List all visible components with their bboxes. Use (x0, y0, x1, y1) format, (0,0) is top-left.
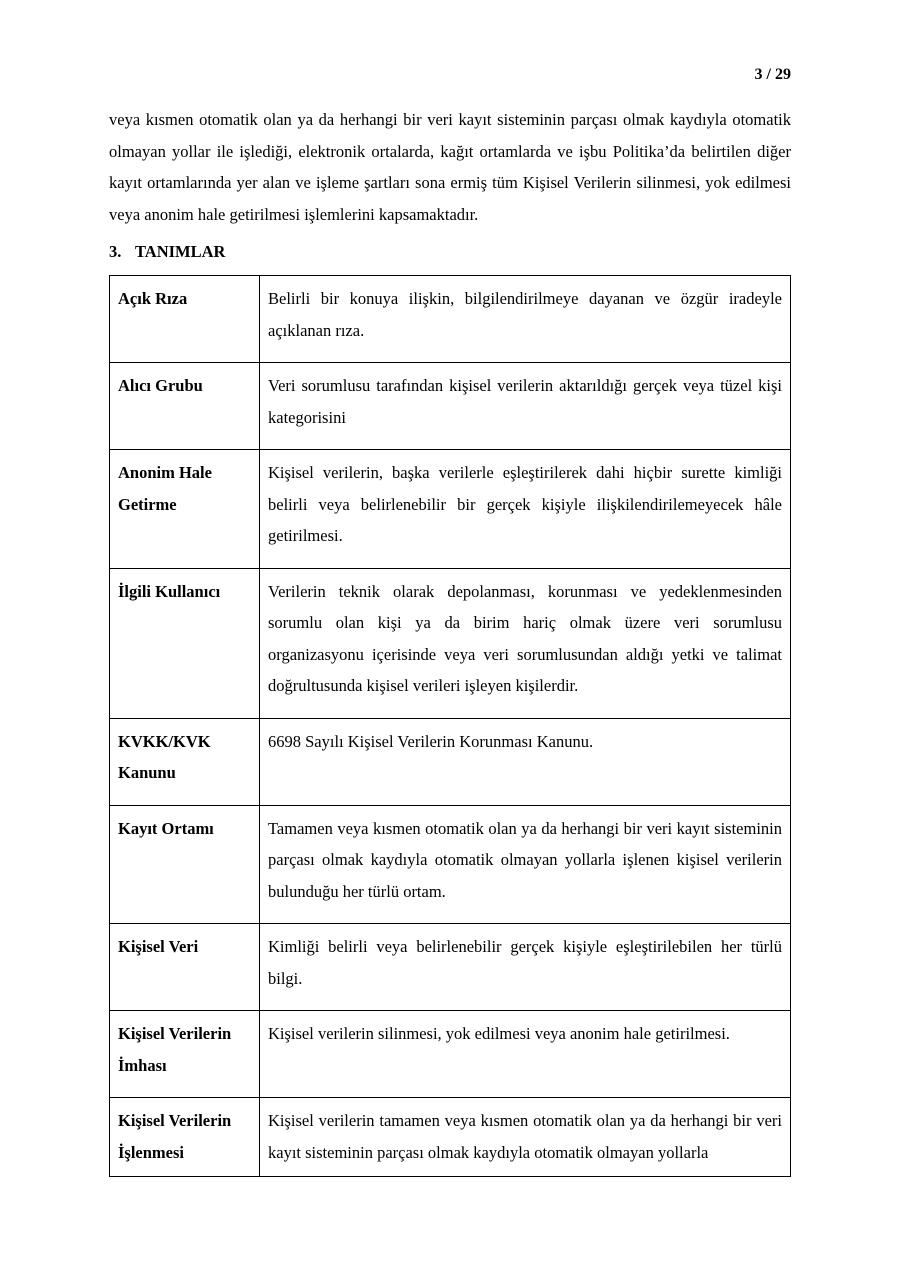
definition-term: Kayıt Ortamı (110, 805, 260, 924)
definition-row (110, 1011, 791, 1098)
definition-row (110, 924, 791, 1011)
definition-row (110, 1098, 791, 1177)
definition-row (110, 805, 791, 924)
definition-term: Alıcı Grubu (110, 363, 260, 450)
page-number: 3 / 29 (754, 66, 791, 83)
section-heading (109, 242, 225, 262)
definition-row (110, 568, 791, 718)
definition-term: Açık Rıza (110, 276, 260, 363)
definition-term: Anonim Hale Getirme (110, 450, 260, 569)
definition-row (110, 363, 791, 450)
definition-text: 6698 Sayılı Kişisel Verilerin Korunması Kanunu. (260, 718, 791, 805)
definition-term: İlgili Kullanıcı (110, 568, 260, 718)
definition-text: Belirli bir konuya ilişkin, bilgilendirilmeye dayanan ve özgür iradeyle açıklanan rıza. (260, 276, 791, 363)
definition-term: KVKK/KVK Kanunu (110, 718, 260, 805)
definition-text: Verilerin teknik olarak depolanması, korunması ve yedeklenmesinden sorumlu olan kişi ya da birim hariç olmak üzere veri sorumlusu organizasyonu içerisinde veya veri sorumlusundan aldığı yetki ve talimat doğrultusunda kişisel verileri işleyen kişilerdir. (260, 568, 791, 718)
definition-text: Kimliği belirli veya belirlenebilir gerçek kişiyle eşleştirilebilen her türlü bilgi. (260, 924, 791, 1011)
intro-paragraph: veya kısmen otomatik olan ya da herhangi bir veri kayıt sisteminin parçası olmak kaydıyla otomatik olmayan yollar ile işlediği, elektronik ortalarda, kağıt ortamlarda ve işbu Politika’da belirtilen diğer kayıt ortamlarında yer alan ve işleme şartları sona ermiş tüm Kişisel Verilerin silinmesi, yok edilmesi veya anonim hale getirilmesi işlemlerini kapsamaktadır. (109, 110, 791, 224)
definitions-table (109, 275, 791, 1177)
definition-text: Veri sorumlusu tarafından kişisel verilerin aktarıldığı gerçek veya tüzel kişi kategorisini (260, 363, 791, 450)
definition-row (110, 718, 791, 805)
definition-text: Kişisel verilerin silinmesi, yok edilmesi veya anonim hale getirilmesi. (260, 1011, 791, 1098)
definition-text: Tamamen veya kısmen otomatik olan ya da herhangi bir veri kayıt sisteminin parçası olmak kaydıyla otomatik olmayan yollarla işlenen kişisel verilerin bulunduğu her türlü ortam. (260, 805, 791, 924)
definition-row (110, 276, 791, 363)
definition-term: Kişisel Verilerin İşlenmesi (110, 1098, 260, 1177)
definition-row (110, 450, 791, 569)
definition-term: Kişisel Verilerin İmhası (110, 1011, 260, 1098)
section-number: 3. (109, 242, 122, 261)
definition-text: Kişisel verilerin, başka verilerle eşleştirilerek dahi hiçbir surette kimliği belirli veya belirlenebilir bir gerçek kişiyle ilişkilendirilemeyecek hâle getirilmesi. (260, 450, 791, 569)
definition-term: Kişisel Veri (110, 924, 260, 1011)
section-title: TANIMLAR (135, 242, 226, 261)
definition-text: Kişisel verilerin tamamen veya kısmen otomatik olan ya da herhangi bir veri kayıt sisteminin parçası olmak kaydıyla otomatik olmayan yollarla (260, 1098, 791, 1177)
